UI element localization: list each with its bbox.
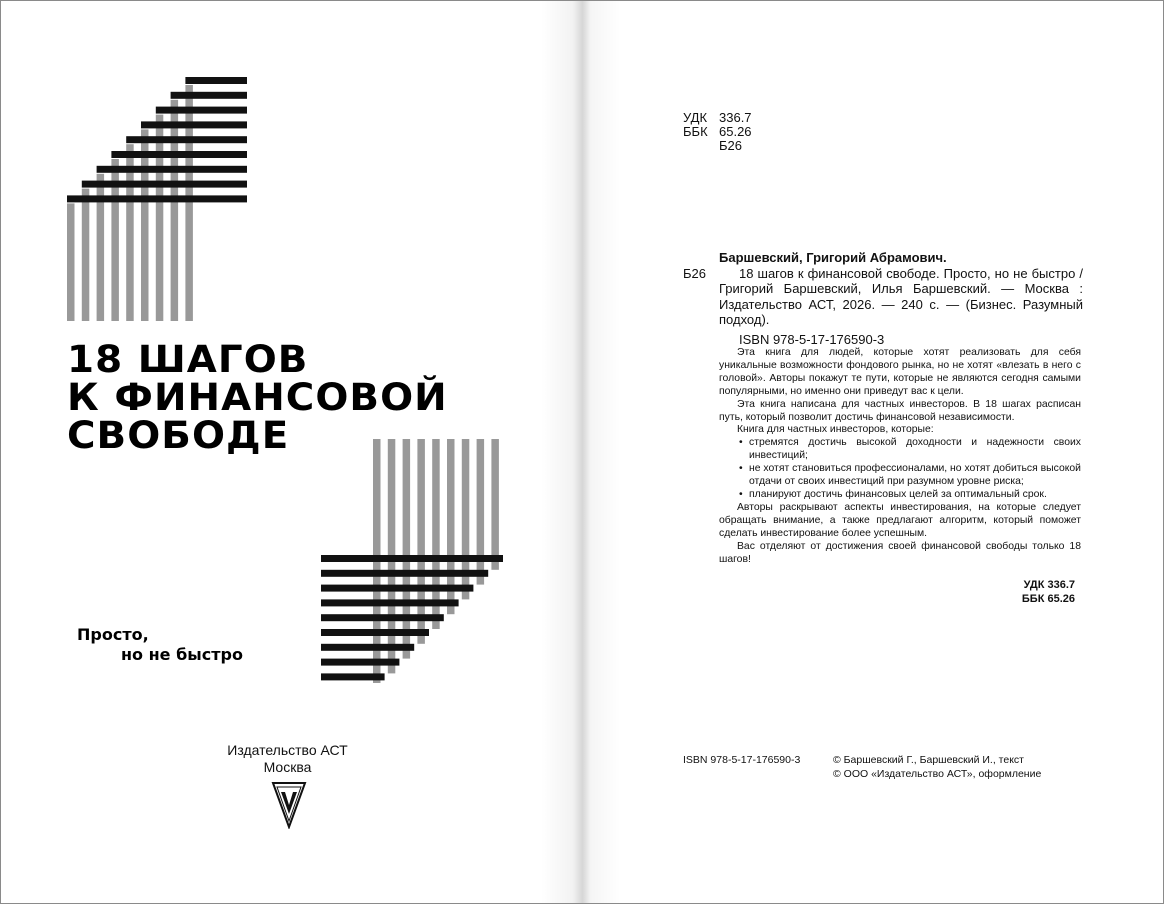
stair-post <box>82 189 90 321</box>
slogan-line-2: но не быстро <box>121 645 243 664</box>
publisher-block <box>1 742 574 776</box>
list-item: • планируют достичь финансовых целей за оптимальный срок. <box>719 489 1081 502</box>
bbk-code: ББК 65.26 <box>1021 593 1075 605</box>
list-item: • не хотят становиться профессионалами, но хотят добиться высокой отдачи от своих инвестиций при разумном уровне риска; <box>719 463 1081 489</box>
stair-tread <box>126 136 247 143</box>
copyright-line: © ООО «Издательство АСТ», оформление <box>833 768 1042 780</box>
copyright-notice <box>833 753 1041 781</box>
stair-tread <box>321 570 488 577</box>
catalog-isbn: ISBN 978-5-17-176590-3 <box>739 331 885 347</box>
staircase-graphic-bottom <box>319 437 505 683</box>
annotation-paragraph: Книга для частных инвесторов, которые: <box>737 424 934 436</box>
stair-tread <box>156 107 247 114</box>
code-value: 336.7 <box>719 110 752 125</box>
classification-codes-bottom <box>961 578 1075 606</box>
slogan-line-1: Просто, <box>77 625 149 644</box>
title-line-2: К ФИНАНСОВОЙ <box>67 376 448 419</box>
stair-tread <box>321 614 444 621</box>
stair-post <box>185 85 193 321</box>
code-value: Б26 <box>719 138 742 153</box>
catalog-entry <box>683 250 1083 347</box>
udk-code: УДК 336.7 <box>1023 579 1075 591</box>
stair-tread <box>97 166 247 173</box>
publisher-logo-icon <box>271 781 307 829</box>
stair-post <box>141 129 149 321</box>
stair-post <box>477 439 485 585</box>
code-row <box>683 139 752 153</box>
title-page <box>1 1 574 903</box>
stair-post <box>403 439 411 659</box>
stair-post <box>417 439 425 644</box>
stair-tread <box>321 673 385 680</box>
catalog-heading: Баршевский, Григорий Абрамович. <box>719 250 947 265</box>
stair-post <box>156 115 164 321</box>
annotation-paragraph: Вас отделяют от достижения своей финансовой свободы только 18 шагов! <box>719 540 1081 565</box>
annotation-paragraph: Эта книга для людей, которые хотят реализовать для себя уникальные возможности фондового рынка, но не хотят «влезать в него с головой». Авторы покажут те пути, которые не являются сегодня самыми популярными, но именно они приведут вас к цели. <box>719 347 1081 397</box>
list-item: • стремятся достичь высокой доходности и надежности своих инвестиций; <box>719 437 1081 463</box>
copyright-line: © Баршевский Г., Баршевский И., текст <box>833 754 1024 766</box>
code-key: УДК <box>683 110 708 125</box>
stair-tread <box>185 77 247 84</box>
staircase-graphic-top <box>61 71 251 323</box>
stair-tread <box>321 555 503 562</box>
stair-post <box>491 439 499 570</box>
classification-codes <box>683 111 752 153</box>
annotation-list <box>719 437 1081 502</box>
stair-tread <box>321 659 399 666</box>
publisher-city: Москва <box>263 759 312 775</box>
stair-tread <box>321 599 459 606</box>
title-line-1: 18 ШАГОВ <box>67 338 309 381</box>
code-key: ББК <box>683 124 708 139</box>
stair-tread <box>82 181 247 188</box>
annotation <box>719 347 1081 566</box>
isbn-footer: ISBN 978-5-17-176590-3 <box>683 754 801 766</box>
author-mark: Б26 <box>683 266 706 281</box>
code-row <box>683 111 752 125</box>
book-slogan <box>77 625 243 665</box>
annotation-paragraph: Авторы раскрывают аспекты инвестирования, на которые следует обращать внимание, а также предлагают алгоритм, который поможет сделать инвестирование более успешным. <box>719 501 1081 539</box>
annotation-paragraph: Эта книга написана для частных инвесторов. В 18 шагах расписан путь, который позволит достичь финансовой независимости. <box>719 398 1081 423</box>
code-value: 65.26 <box>719 124 752 139</box>
stair-tread <box>321 644 414 651</box>
stair-post <box>67 203 75 321</box>
code-row <box>683 125 752 139</box>
stair-tread <box>67 195 247 202</box>
stair-tread <box>321 629 429 636</box>
stair-tread <box>141 121 247 128</box>
stair-tread <box>111 151 247 158</box>
publisher-name: Издательство АСТ <box>227 742 348 758</box>
stair-post <box>171 100 179 321</box>
stair-tread <box>321 585 473 592</box>
title-line-3: СВОБОДЕ <box>67 414 290 457</box>
stair-tread <box>171 92 247 99</box>
bibliographic-description: 18 шагов к финансовой свободе. Просто, но не быстро / Григорий Баршевский, Илья Баршевский. — Москва : Издательство АСТ, 2026. — 240 с. — (Бизнес. Разумный подход). <box>719 265 1083 327</box>
